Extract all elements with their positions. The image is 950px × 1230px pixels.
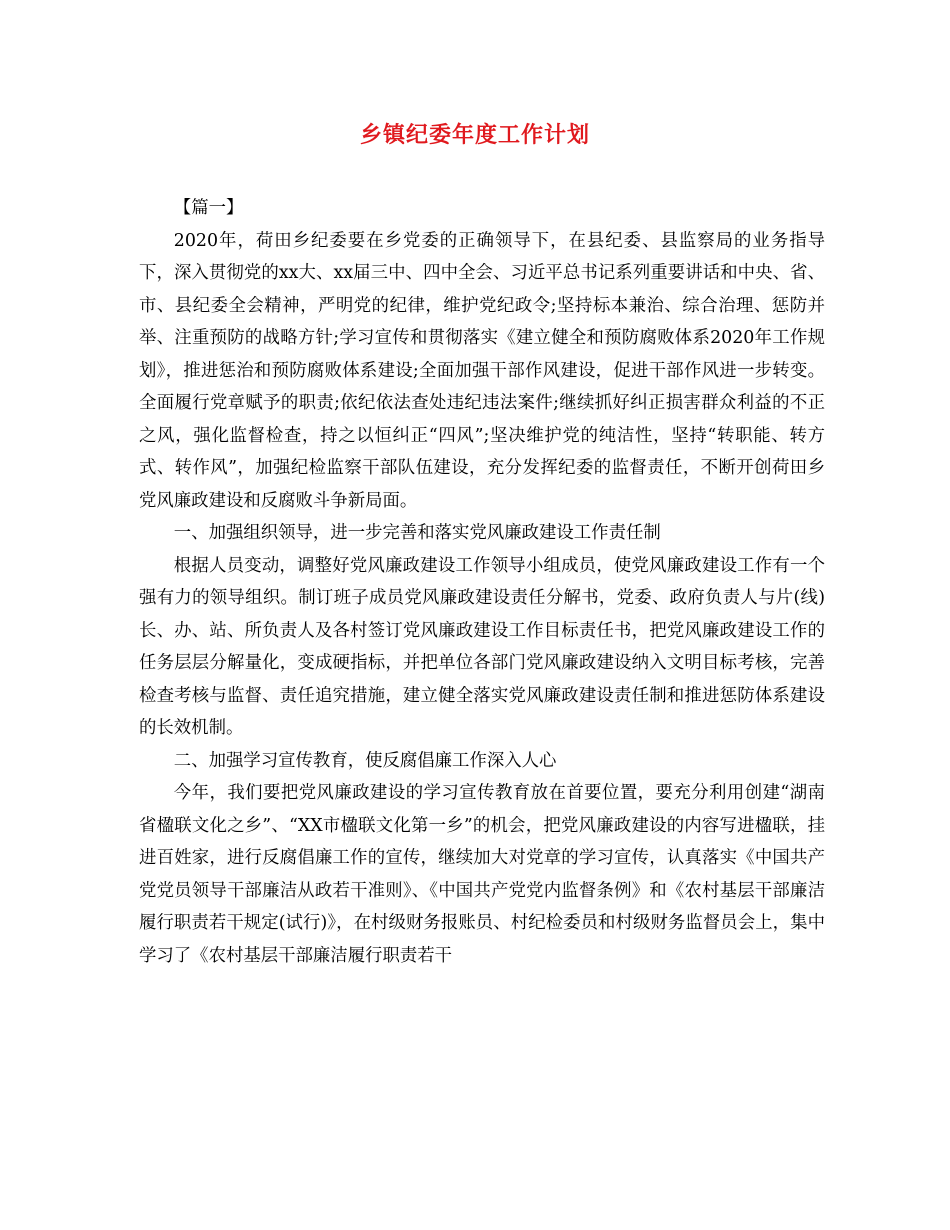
- document-title: 乡镇纪委年度工作计划: [359, 122, 590, 148]
- section-heading-1: 一、加强组织领导，进一步完善和落实党风廉政建设工作责任制: [173, 523, 661, 543]
- section-heading-2: 二、加强学习宣传教育，使反腐倡廉工作深入人心: [173, 750, 557, 771]
- section-label: 【篇一】: [173, 198, 244, 218]
- document-body: [139, 192, 825, 972]
- paragraph-1: 根据人员变动，调整好党风廉政建设工作领导小组成员，使党风廉政建设工作有一个强有力的领导组织。制订班子成员党风廉政建设责任分解书，党委、政府负责人与片(线)长、办、站、所负责人及各村签订党风廉政建设工作目标责任书，把党风廉政建设工作的任务层层分解量化，变成硬指标，并把单位各部门党风廉政建设纳入文明目标考核，完善检查考核与监督、责任追究措施，建立健全落实党风廉政建设责任制和推进惩防体系建设的长效机制。: [139, 555, 825, 738]
- paragraph-2: 今年，我们要把党风廉政建设的学习宣传教育放在首要位置，要充分利用创建“湖南省楹联文化之乡”、“XX市楹联文化第一乡”的机会，把党风廉政建设的内容写进楹联，挂进百姓家，进行反腐倡廉工作的宣传，继续加大对党章的学习宣传，认真落实《中国共产党党员领导干部廉洁从政若干准则》、《中国共产党党内监督条例》和《农村基层干部廉洁履行职责若干规定(试行)》，在村级财务报账员、村纪检委员和村级财务监督员会上，集中学习了《农村基层干部廉洁履行职责若干: [139, 783, 825, 966]
- paragraph-intro: 2020年，荷田乡纪委要在乡党委的正确领导下，在县纪委、县监察局的业务指导下，深入贯彻党的xx大、xx届三中、四中全会、习近平总书记系列重要讲话和中央、省、市、县纪委全会精神，严明党的纪律，维护党纪政令;坚持标本兼治、综合治理、惩防并举、注重预防的战略方针;学习宣传和贯彻落实《建立健全和预防腐败体系2020年工作规划》，推进惩治和预防腐败体系建设;全面加强干部作风建设，促进干部作风进一步转变。全面履行党章赋予的职责;依纪依法查处违纪违法案件;继续抓好纠正损害群众利益的不正之风，强化监督检查，持之以恒纠正“四风”;坚决维护党的纯洁性，坚持“转职能、转方式、转作风”，加强纪检监察干部队伍建设，充分发挥纪委的监督责任，不断开创荷田乡党风廉政建设和反腐败斗争新局面。: [139, 230, 825, 511]
